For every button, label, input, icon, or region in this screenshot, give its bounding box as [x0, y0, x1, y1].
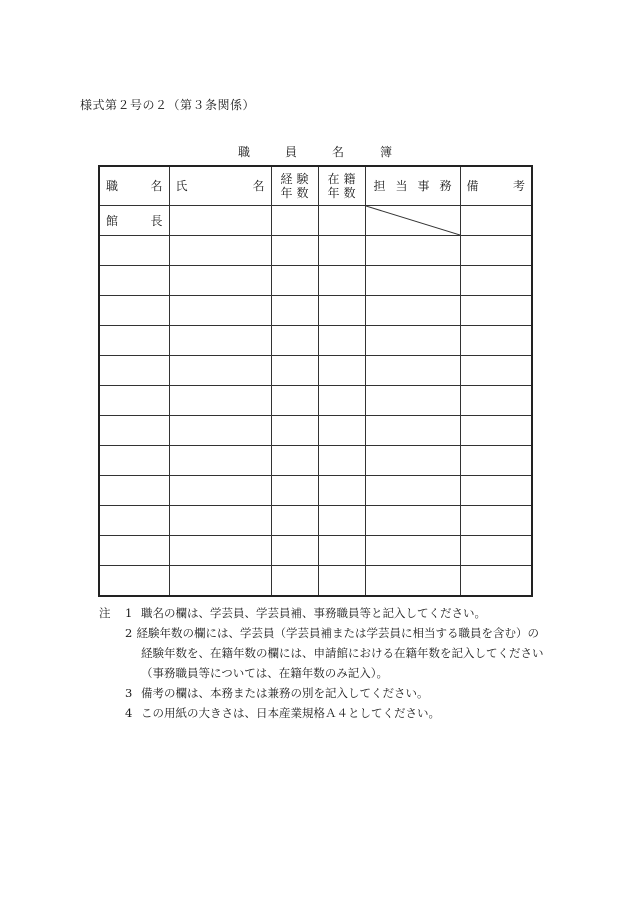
header-experience-years: 経 験 年 数 [271, 166, 318, 206]
title-char: 職 [238, 145, 251, 159]
cell-name [169, 476, 271, 506]
cell-position [99, 536, 169, 566]
header-remarks: 備 考 [460, 166, 532, 206]
cell-name [169, 206, 271, 236]
table-row [99, 566, 532, 597]
cell-experience [271, 266, 318, 296]
cell-name [169, 266, 271, 296]
title-char: 名 [332, 145, 345, 159]
cell-remarks [460, 326, 532, 356]
cell-tenure [318, 356, 365, 386]
note-item: 4 この用紙の大きさは、日本産業規格Ａ４としてください。 [125, 706, 440, 720]
cell-duties [365, 476, 460, 506]
cell-position [99, 506, 169, 536]
cell-duties [365, 416, 460, 446]
cell-experience [271, 296, 318, 326]
cell-position [99, 266, 169, 296]
table-row [99, 296, 532, 326]
note-item: 注 1 職名の欄は、学芸員、学芸員補、事務職員等と記入してください。 [99, 603, 539, 623]
cell-experience [271, 446, 318, 476]
notes-label: 注 [99, 606, 111, 620]
table-row [99, 356, 532, 386]
cell-tenure [318, 476, 365, 506]
note-continuation: （事務職員等については、在籍年数のみ記入）。 [141, 666, 389, 680]
table-row [99, 506, 532, 536]
cell-experience [271, 356, 318, 386]
cell-experience [271, 236, 318, 266]
cell-experience [271, 566, 318, 597]
cell-tenure [318, 296, 365, 326]
cell-tenure [318, 446, 365, 476]
cell-name [169, 236, 271, 266]
cell-remarks [460, 506, 532, 536]
cell-tenure [318, 536, 365, 566]
cell-tenure [318, 206, 365, 236]
table-row [99, 386, 532, 416]
cell-name [169, 326, 271, 356]
cell-experience [271, 416, 318, 446]
cell-remarks [460, 266, 532, 296]
cell-duties [365, 386, 460, 416]
diagonal-line [366, 206, 460, 235]
cell-remarks [460, 236, 532, 266]
cell-remarks [460, 536, 532, 566]
cell-experience [271, 476, 318, 506]
cell-name [169, 536, 271, 566]
header-row [99, 166, 532, 206]
cell-remarks [460, 476, 532, 506]
form-number: 様式第２号の２（第３条関係） [80, 98, 256, 112]
cell-name [169, 296, 271, 326]
cell-duties [365, 446, 460, 476]
table-row [99, 476, 532, 506]
cell-tenure [318, 266, 365, 296]
cell-name [169, 386, 271, 416]
cell-position [99, 296, 169, 326]
notes-section [99, 603, 544, 723]
cell-name [169, 506, 271, 536]
cell-name [169, 356, 271, 386]
cell-remarks [460, 356, 532, 386]
cell-remarks [460, 446, 532, 476]
note-item: 2 経験年数の欄には、学芸員（学芸員補または学芸員に相当する職員を含む）の [125, 626, 539, 640]
cell-position [99, 236, 169, 266]
cell-name [169, 566, 271, 597]
cell-experience [271, 326, 318, 356]
cell-experience [271, 506, 318, 536]
cell-tenure [318, 386, 365, 416]
cell-position [99, 446, 169, 476]
cell-tenure [318, 416, 365, 446]
header-name: 氏 名 [169, 166, 271, 206]
title-char: 員 [285, 145, 298, 159]
note-item: 3 備考の欄は、本務または兼務の別を記入してください。 [125, 686, 429, 700]
cell-tenure [318, 236, 365, 266]
cell-duties [365, 506, 460, 536]
cell-name [169, 446, 271, 476]
cell-remarks [460, 386, 532, 416]
table-row [99, 536, 532, 566]
title-char: 簿 [380, 145, 393, 159]
table-row [99, 236, 532, 266]
table-row [99, 416, 532, 446]
cell-duties [365, 236, 460, 266]
cell-name [169, 416, 271, 446]
cell-duties [365, 326, 460, 356]
note-continuation: 経験年数を、在籍年数の欄には、申請館における在籍年数を記入してください [141, 646, 544, 660]
table-row [99, 446, 532, 476]
cell-remarks [460, 206, 532, 236]
staff-roster-table [98, 165, 533, 597]
cell-position: 館 長 [99, 206, 169, 236]
cell-remarks [460, 416, 532, 446]
cell-tenure [318, 326, 365, 356]
cell-tenure [318, 566, 365, 597]
cell-remarks [460, 566, 532, 597]
cell-experience [271, 206, 318, 236]
cell-position [99, 416, 169, 446]
cell-duties [365, 356, 460, 386]
cell-duties [365, 266, 460, 296]
table-row [99, 326, 532, 356]
header-position: 職 名 [99, 166, 169, 206]
cell-duties [365, 296, 460, 326]
cell-position [99, 326, 169, 356]
cell-duties-crossed [365, 206, 460, 236]
cell-position [99, 566, 169, 597]
header-duties: 担 当 事 務 [365, 166, 460, 206]
header-tenure-years: 在 籍 年 数 [318, 166, 365, 206]
cell-duties [365, 536, 460, 566]
cell-duties [365, 566, 460, 597]
cell-tenure [318, 506, 365, 536]
cell-experience [271, 536, 318, 566]
cell-position [99, 356, 169, 386]
cell-remarks [460, 296, 532, 326]
cell-experience [271, 386, 318, 416]
cell-position [99, 476, 169, 506]
table-row [99, 266, 532, 296]
cell-position [99, 386, 169, 416]
table-row-director [99, 206, 532, 236]
